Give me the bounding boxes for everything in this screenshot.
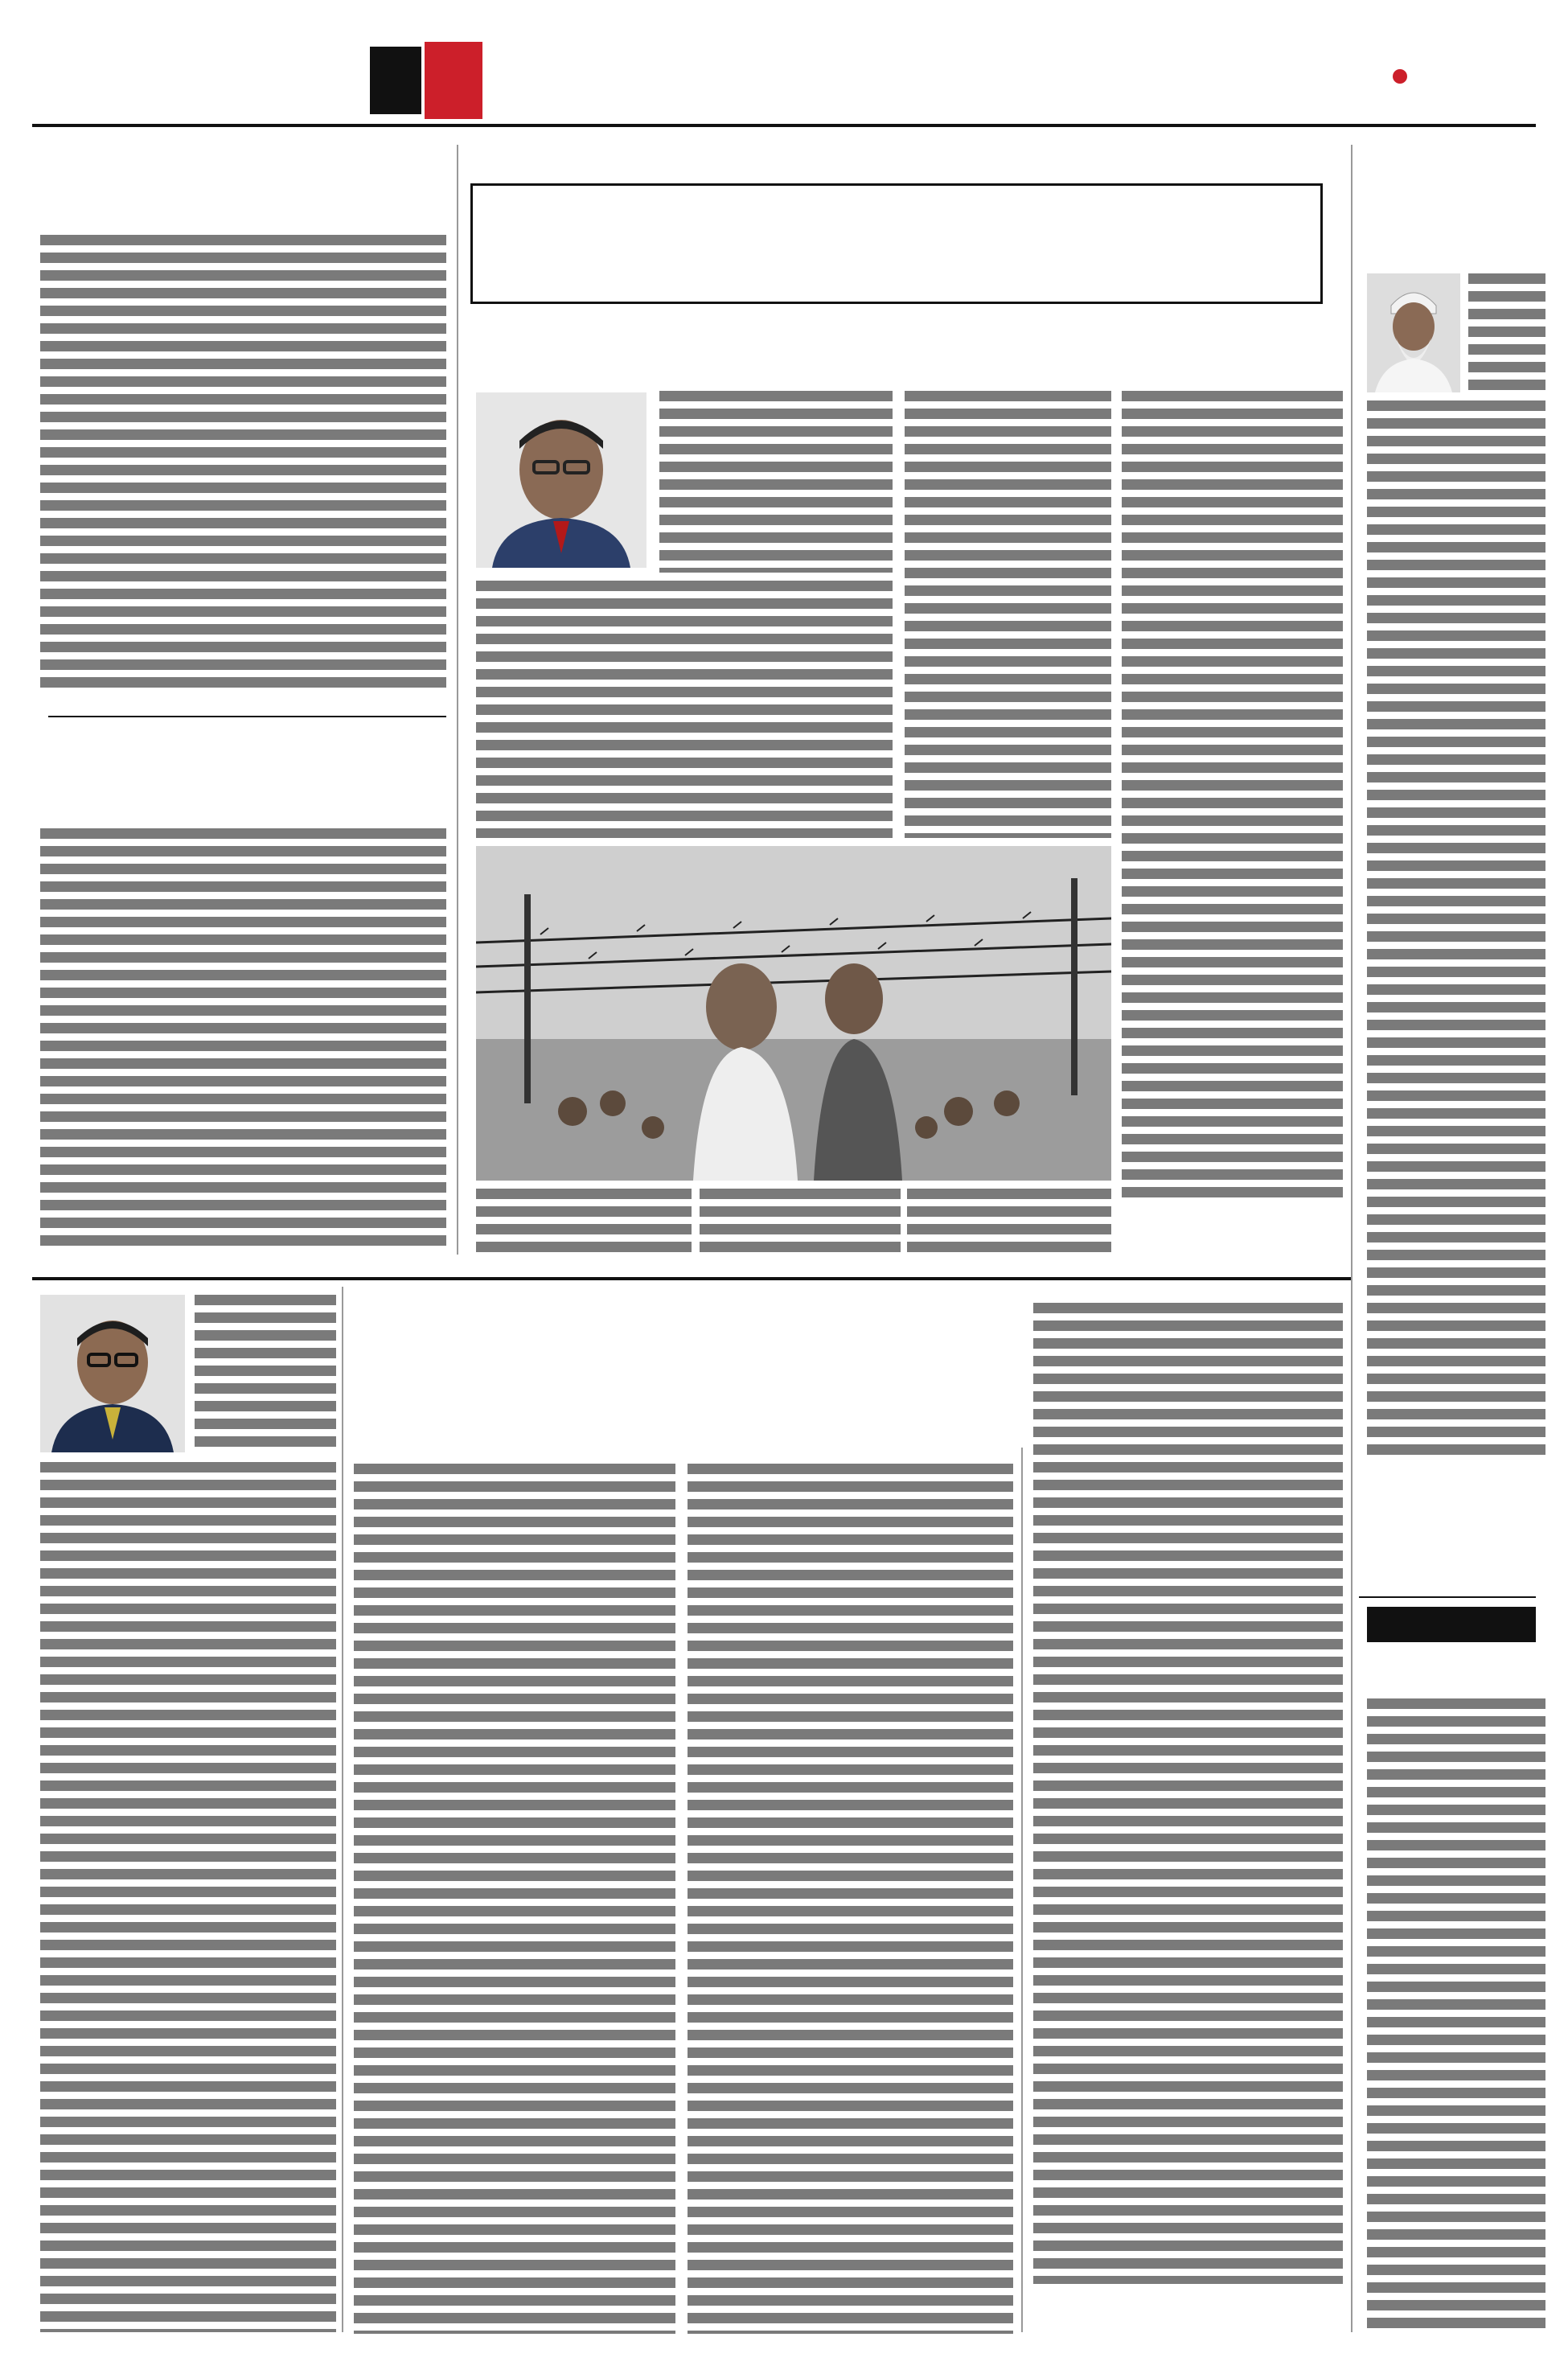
bottom-body-intro bbox=[195, 1295, 336, 1452]
lead-body-col1b-bottom bbox=[700, 1189, 901, 1256]
page-word bbox=[370, 47, 421, 114]
lead-headline bbox=[470, 183, 1323, 304]
article-divider bbox=[48, 716, 446, 717]
bottom-body-col4 bbox=[1033, 1303, 1343, 2284]
lead-body-col2-bottom bbox=[907, 1189, 1111, 1256]
left-article-body bbox=[40, 235, 446, 692]
history-label bbox=[1367, 1607, 1536, 1642]
lead-body-col1 bbox=[476, 581, 893, 838]
brand-dot-icon bbox=[1393, 69, 1407, 84]
lead-body-col1-top bbox=[659, 391, 893, 573]
religion-author-portrait-icon bbox=[1367, 273, 1460, 392]
lead-author-photo bbox=[476, 392, 646, 568]
lead-body-col1-bottom bbox=[476, 1189, 692, 1256]
bottom-body-col3 bbox=[688, 1464, 1013, 2334]
column-rule bbox=[457, 145, 458, 1255]
column-rule bbox=[1351, 145, 1353, 2332]
lead-body-col3 bbox=[1122, 391, 1343, 1203]
refugee-photo bbox=[476, 846, 1111, 1181]
column-rule bbox=[1021, 1448, 1023, 2332]
page-number bbox=[425, 42, 482, 119]
lead-body-col2 bbox=[905, 391, 1111, 838]
refugee-image-icon bbox=[476, 846, 1111, 1181]
bottom-body-col1 bbox=[40, 1462, 336, 2332]
masthead bbox=[32, 31, 1536, 127]
section-divider bbox=[32, 1277, 1351, 1280]
bottom-body-col2 bbox=[354, 1464, 675, 2334]
religion-body-top bbox=[1468, 273, 1545, 394]
bottom-author-portrait-icon bbox=[40, 1295, 185, 1452]
left-article-2-body bbox=[40, 828, 446, 1247]
author-portrait-icon bbox=[476, 392, 646, 568]
column-rule bbox=[342, 1287, 343, 2332]
section-divider bbox=[1359, 1596, 1536, 1598]
history-body bbox=[1367, 1698, 1545, 2334]
bottom-author-photo bbox=[40, 1295, 185, 1452]
religion-author-photo bbox=[1367, 273, 1460, 392]
religion-body bbox=[1367, 400, 1545, 1460]
